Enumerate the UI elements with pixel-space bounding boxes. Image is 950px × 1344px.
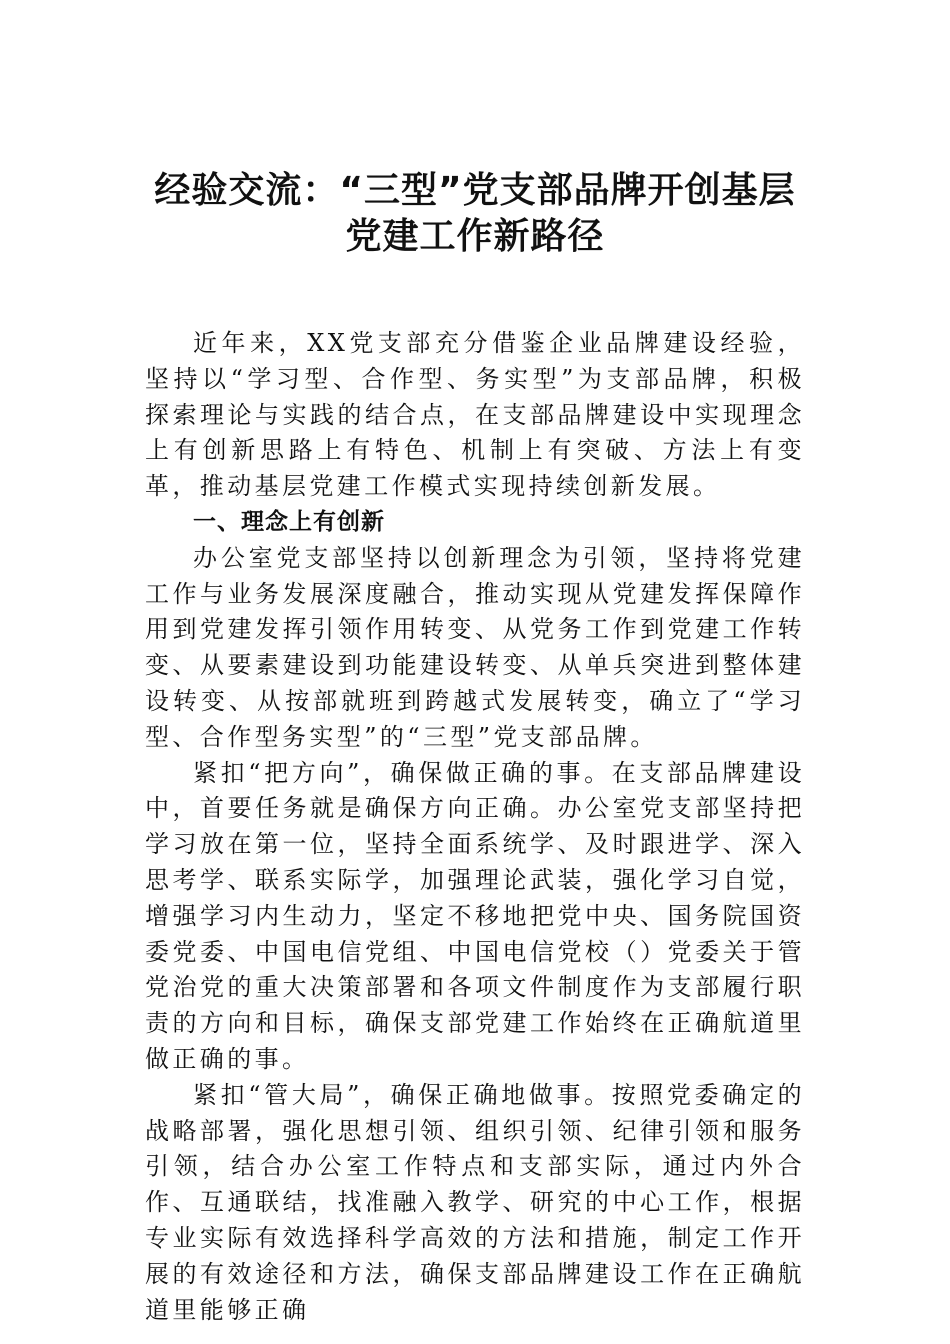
intro-paragraph: 近年来，XX党支部充分借鉴企业品牌建设经验，坚持以“学习型、合作型、务实型”为支部品牌，积极探索理论与实践的结合点，在支部品牌建设中实现理念上有创新思路上有特色、机制上有突破、方法上有变革，推动基层党建工作模式实现持续创新发展。 [145, 329, 805, 501]
section-1-paragraph-3: 紧扣“管大局”，确保正确地做事。按照党委确定的战略部署，强化思想引领、组织引领、纪律引领和服务引领，结合办公室工作特点和支部实际，通过内外合作、互通联结，找准融入教学、研究的中心工作，根据专业实际有效选择科学高效的方法和措施，制定工作开展的有效途径和方法，确保支部品牌建设工作在正确航道里能够正确 [145, 1080, 805, 1324]
section-1-paragraph-2: 紧扣“把方向”，确保做正确的事。在支部品牌建设中，首要任务就是确保方向正确。办公室党支部坚持把学习放在第一位，坚持全面系统学、及时跟进学、深入思考学、联系实际学，加强理论武装，强化学习自觉，增强学习内生动力，坚定不移地把党中央、国务院国资委党委、中国电信党组、中国电信党校（）党委关于管党治党的重大决策部署和各项文件制度作为支部履行职责的方向和目标，确保支部党建工作始终在正确航道里做正确的事。 [145, 758, 805, 1073]
section-1-paragraph-1: 办公室党支部坚持以创新理念为引领，坚持将党建工作与业务发展深度融合，推动实现从党建发挥保障作用到党建发挥引领作用转变、从党务工作到党建工作转变、从要素建设到功能建设转变、从单兵突进到整体建设转变、从按部就班到跨越式发展转变，确立了“学习型、合作型务实型”的“三型”党支部品牌。 [145, 543, 805, 751]
document-title-line-1: 经验交流：“三型”党支部品牌开创基层 [154, 170, 796, 211]
section-1-heading: 一、理念上有创新 [193, 508, 385, 535]
document-body [145, 326, 805, 1328]
document-title-line-2: 党建工作新路径 [345, 216, 605, 257]
